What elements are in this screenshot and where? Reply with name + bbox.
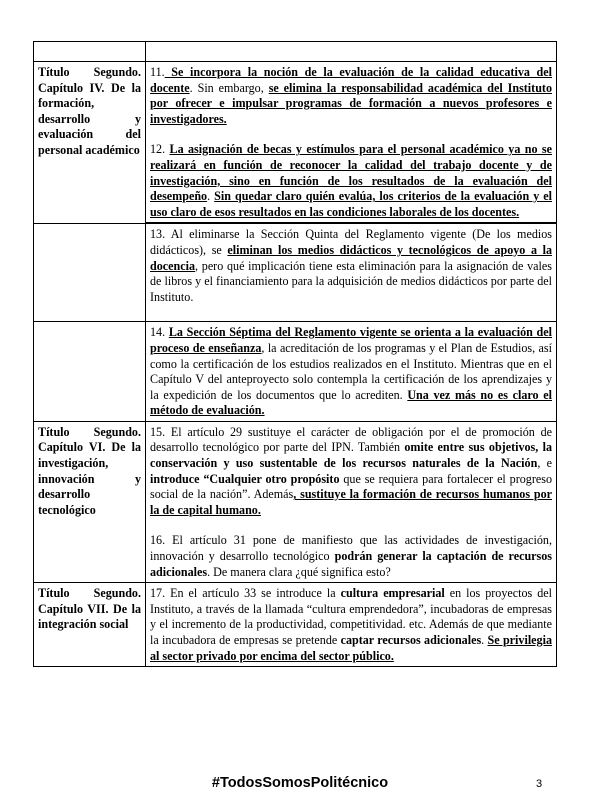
page-number: 3 xyxy=(536,778,543,790)
section-heading: Título Segundo. Capítulo VII. De la integración social xyxy=(34,583,146,667)
row-content xyxy=(146,322,557,422)
table-row xyxy=(34,421,557,582)
row-content xyxy=(146,62,557,224)
item-17: 17. En el artículo 33 se introduce la cultura empresarial en los proyectos del Instituto, a través de la llamada “cultura emprendedora”, incubadoras de empresas y el incremento de la productividad, competitividad. etc. Además de que mediante la incubadora de empresas se pretende captar recursos adicionales. Se privilegia al sector privado por encima del sector público. xyxy=(150,586,553,663)
item-12: 12. La asignación de becas y estímulos para el personal académico ya no se realizará en función de reconocer la calidad del trabajo docente y de investigación, sino en función de los resultados de la evaluación del desempeño. Sin quedar claro quién evalúa, los criterios de la evaluación y el uso claro de esos resultados en las condiciones laborales de los docentes. xyxy=(150,142,553,219)
document-page xyxy=(33,41,557,667)
row-content xyxy=(146,421,557,582)
item-16: 16. El artículo 31 pone de manifiesto que las actividades de investigación, innovación y desarrollo tecnológico podrán generar la captación de recursos adicionales. De manera clara ¿qué significa esto? xyxy=(150,533,552,579)
blank-line xyxy=(150,305,552,319)
item-13: 13. Al eliminarse la Sección Quinta del Reglamento vigente (De los medios didácticos), se eliminan los medios didácticos y tecnológicos de apoyo a la docencia, pero qué implicación tiene esta eliminación para la asignación de vales de libros y el financiamiento para la adquisición de medios didácticos por parte del Instituto. xyxy=(150,227,553,304)
header-cell-left xyxy=(34,42,146,62)
row-content xyxy=(146,223,557,321)
analysis-table xyxy=(33,41,557,667)
item-11: 11. Se incorpora la noción de la evaluación de la calidad educativa del docente. Sin embargo, se elimina la responsabilidad académica del Instituto por ofrecer e impulsar programas de formación a nuevos profesores e investigadores. xyxy=(150,65,552,126)
row-content xyxy=(146,583,557,667)
table-row xyxy=(34,583,557,667)
section-heading: Título Segundo. Capítulo VI. De la investigación, innovación y desarrollo tecnológico xyxy=(34,421,146,582)
table-row xyxy=(34,322,557,422)
footer-hashtag: #TodosSomosPolitécnico xyxy=(211,775,389,791)
section-heading xyxy=(34,322,146,422)
table-row xyxy=(34,223,557,321)
section-heading: Título Segundo. Capítulo IV. De la formación, desarrollo y evaluación del personal académico xyxy=(34,62,146,224)
section-heading xyxy=(34,223,146,321)
table-header-row xyxy=(34,42,557,62)
item-14: 14. La Sección Séptima del Reglamento vigente se orienta a la evaluación del proceso de enseñanza, la acreditación de los programas y el Plan de Estudios, así como la certificación de los estudios realizados en el Instituto. Mientras que en el Capítulo V del anteproyecto solo contempla la certificación de los aprendizajes y la expedición de los documentos que lo acrediten. Una vez más no es claro el método de evaluación. xyxy=(150,325,553,418)
table-row xyxy=(34,62,557,224)
item-15: 15. El artículo 29 sustituye el carácter de obligación por el de promoción de desarrollo tecnológico por parte del IPN. También omite entre sus objetivos, la conservación y uso sustentable de los recursos naturales de la Nación, e introduce “Cualquier otro propósito que se requiera para fortalecer el progreso social de la nación”. Además, sustituye la formación de recursos humanos por la de capital humano. xyxy=(150,424,553,517)
header-cell-right xyxy=(146,42,557,62)
